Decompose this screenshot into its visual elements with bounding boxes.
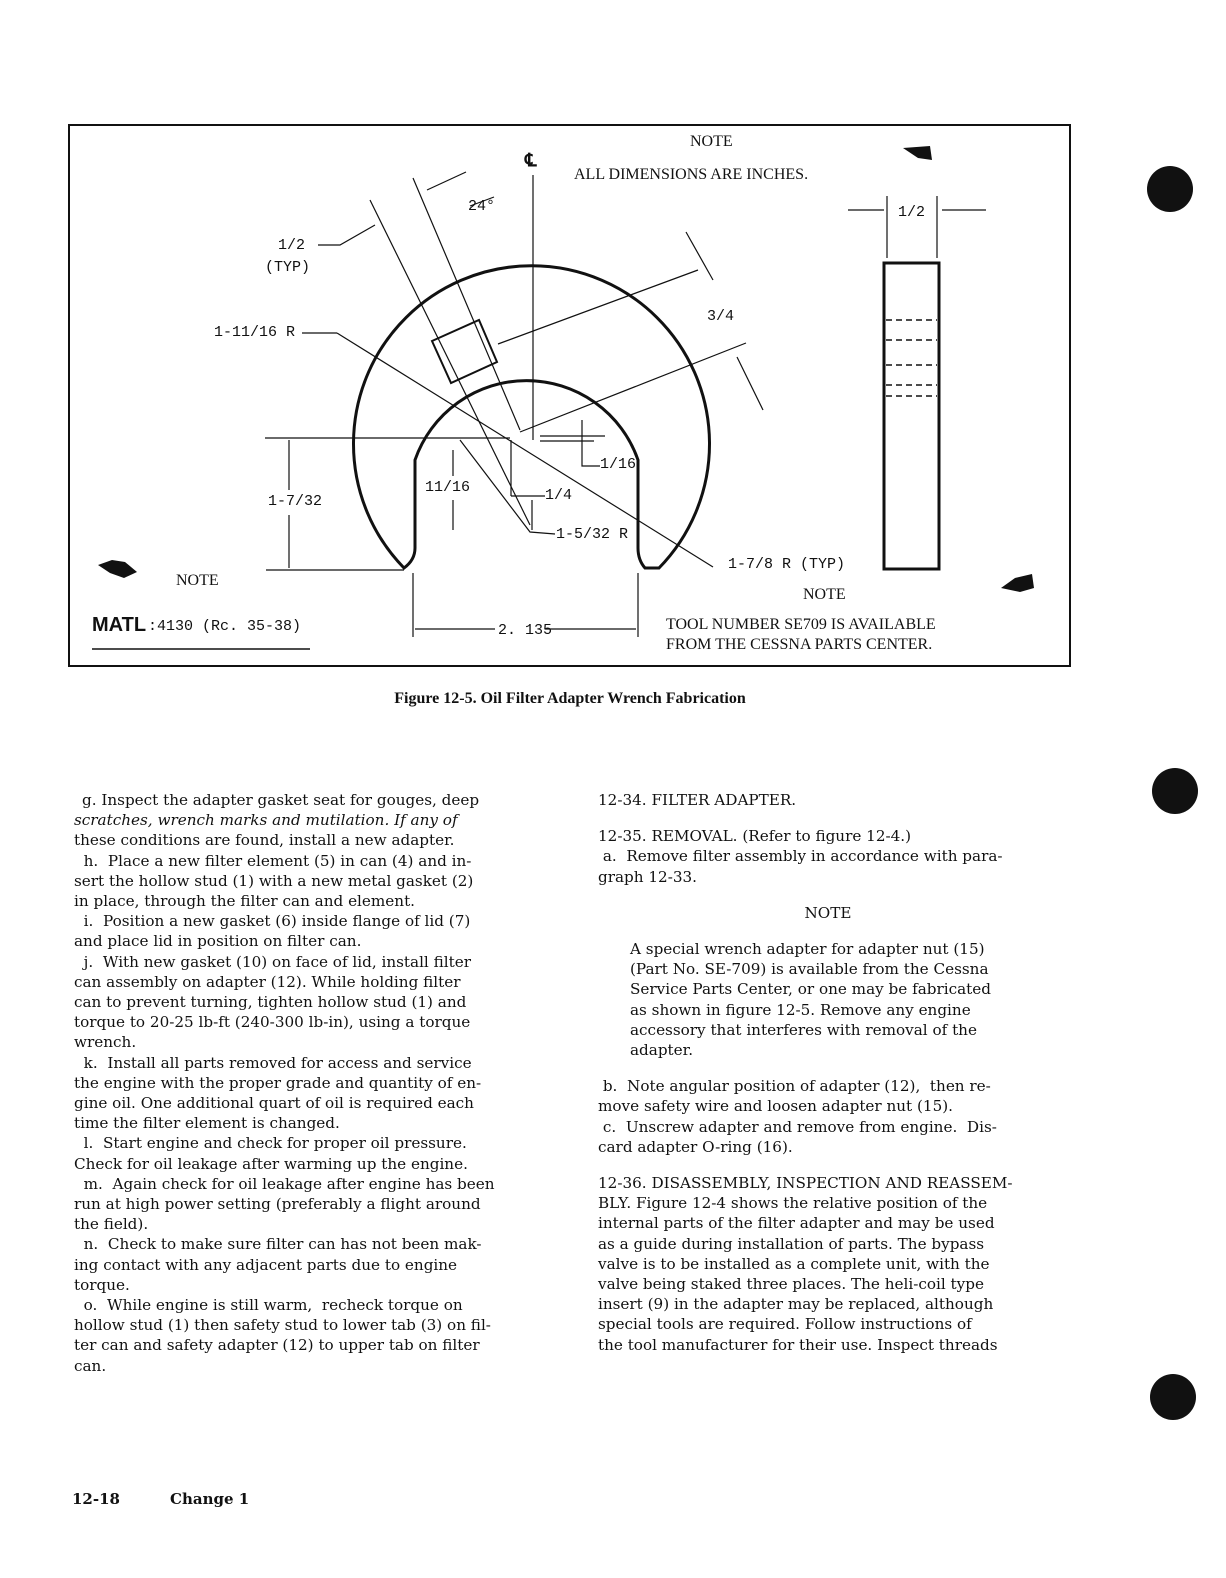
section-12-36-line: as a guide during installation of parts. The bypass <box>598 1234 985 1253</box>
note-left-title: NOTE <box>176 572 219 589</box>
matl-value: :4130 (Rc. 35-38) <box>148 618 302 635</box>
body-line: gine oil. One additional quart of oil is required each <box>74 1094 474 1113</box>
note-line: accessory that interferes with removal of the <box>630 1020 977 1039</box>
body-line: can assembly on adapter (12). While holding filter <box>74 972 461 991</box>
body-line: a. Remove filter assembly in accordance with para- <box>598 847 1003 866</box>
body-line: Check for oil leakage after warming up the engine. <box>74 1154 468 1173</box>
body-line: time the filter element is changed. <box>74 1114 340 1133</box>
dim-side-half: 1/2 <box>898 204 926 221</box>
dim-three-quarter: 3/4 <box>707 308 735 325</box>
body-line: n. Check to make sure filter can has not been mak- <box>74 1235 482 1254</box>
body-line: c. Unscrew adapter and remove from engine. Dis- <box>598 1117 997 1136</box>
side-view <box>884 263 939 569</box>
body-line: in place, through the filter can and element. <box>74 892 416 911</box>
body-line: ter can and safety adapter (12) to upper tab on filter <box>74 1336 480 1355</box>
body-line: move safety wire and loosen adapter nut (15). <box>598 1097 953 1116</box>
centerline-symbol: ℄ <box>525 150 537 170</box>
body-line: i. Position a new gasket (6) inside flange of lid (7) <box>74 912 471 931</box>
body-line: k. Install all parts removed for access and service <box>74 1053 472 1072</box>
dim-eleven-sixteenths: 11/16 <box>425 479 471 496</box>
body-line: the field). <box>74 1215 149 1234</box>
binder-hole-middle <box>1152 768 1198 814</box>
body-line: scratches, wrench marks and mutilation. If any of <box>74 811 458 830</box>
dim-radius-1-7-8: 1-7/8 R (TYP) <box>728 556 846 573</box>
body-line: sert the hollow stud (1) with a new metal gasket (2) <box>74 871 474 890</box>
note-right-title: NOTE <box>803 586 846 603</box>
note-block <box>598 939 1098 1060</box>
right-column <box>598 790 1098 1355</box>
dim-radius-1-11-16: 1-11/16 R <box>214 324 296 341</box>
body-line: l. Start engine and check for proper oil pressure. <box>74 1134 467 1153</box>
body-line: g. Inspect the adapter gasket seat for gouges, deep <box>82 791 480 809</box>
body-line: the engine with the proper grade and quantity of en- <box>74 1073 482 1092</box>
body-line: can. <box>74 1356 107 1375</box>
left-column <box>74 790 564 1376</box>
binder-hole-bottom <box>1150 1374 1196 1420</box>
wrench-drawing <box>0 0 1226 700</box>
body-line: m. Again check for oil leakage after engine has been <box>74 1174 495 1193</box>
body-line: graph 12-33. <box>598 867 697 886</box>
body-line: wrench. <box>74 1033 137 1052</box>
section-12-36-line: 12-36. DISASSEMBLY, INSPECTION AND REASSEM- <box>598 1174 1013 1193</box>
figure-caption: Figure 12-5. Oil Filter Adapter Wrench Fabrication <box>394 690 746 707</box>
body-line: hollow stud (1) then safety stud to lower tab (3) on fil- <box>74 1316 491 1335</box>
body-line: card adapter O-ring (16). <box>598 1137 793 1156</box>
section-12-36-line: special tools are required. Follow instructions of <box>598 1315 972 1334</box>
pointing-hand-icon <box>98 560 137 578</box>
pointing-hand-icon <box>1001 574 1034 592</box>
dim-quarter: 1/4 <box>545 487 573 504</box>
body-line: these conditions are found, install a new adapter. <box>74 831 455 850</box>
heading-12-35: 12-35. REMOVAL. (Refer to figure 12-4.) <box>598 827 912 846</box>
section-12-36-line: internal parts of the filter adapter and may be used <box>598 1214 995 1233</box>
body-line: o. While engine is still warm, recheck torque on <box>74 1296 463 1315</box>
heading-12-34: 12-34. FILTER ADAPTER. <box>598 791 797 809</box>
dim-one-sixteenth: 1/16 <box>600 456 637 473</box>
body-line: can to prevent turning, tighten hollow stud (1) and <box>74 993 467 1012</box>
body-line: b. Note angular position of adapter (12), then re- <box>598 1077 991 1096</box>
dim-half-typ: (TYP) <box>265 259 311 276</box>
page-number: 12-18 <box>72 1490 120 1508</box>
section-12-36-line: BLY. Figure 12-4 shows the relative position of the <box>598 1194 988 1213</box>
body-line: j. With new gasket (10) on face of lid, install filter <box>74 952 471 971</box>
section-12-36-line: valve being staked three places. The heli-coil type <box>598 1275 984 1294</box>
matl-label: MATL <box>92 614 147 636</box>
note-line: A special wrench adapter for adapter nut (15) <box>630 940 985 959</box>
note-title: NOTE <box>804 903 852 922</box>
note-line: (Part No. SE-709) is available from the Cessna <box>630 960 989 979</box>
dim-width-2-135: 2. 135 <box>498 622 553 639</box>
section-12-36-line: insert (9) in the adapter may be replaced, although <box>598 1295 994 1314</box>
note-right-line1: TOOL NUMBER SE709 IS AVAILABLE <box>666 616 936 633</box>
dim-angle: 24° <box>468 198 496 215</box>
note-line: Service Parts Center, or one may be fabricated <box>630 980 991 999</box>
section-12-36-line: valve is to be installed as a complete unit, with the <box>598 1254 990 1273</box>
dim-height-1-7-32: 1-7/32 <box>268 493 323 510</box>
body-line: and place lid in position on filter can. <box>74 932 362 951</box>
section-12-36-line: the tool manufacturer for their use. Inspect threads <box>598 1335 998 1354</box>
change-label: Change 1 <box>170 1490 250 1508</box>
body-line: torque. <box>74 1275 130 1294</box>
note-line: adapter. <box>630 1041 694 1060</box>
note-right-line2: FROM THE CESSNA PARTS CENTER. <box>666 636 933 653</box>
dim-half: 1/2 <box>278 237 306 254</box>
body-line: run at high power setting (preferably a flight around <box>74 1195 481 1214</box>
body-line: h. Place a new filter element (5) in can (4) and in- <box>74 851 472 870</box>
pointing-hand-icon <box>903 146 932 160</box>
body-line: ing contact with any adjacent parts due to engine <box>74 1255 458 1274</box>
note-top-title: NOTE <box>690 133 733 150</box>
note-top-text: ALL DIMENSIONS ARE INCHES. <box>574 166 809 183</box>
body-line: torque to 20-25 lb-ft (240-300 lb-in), using a torque <box>74 1013 471 1032</box>
dim-radius-1-5-32: 1-5/32 R <box>556 526 629 543</box>
note-line: as shown in figure 12-5. Remove any engine <box>630 1000 971 1019</box>
